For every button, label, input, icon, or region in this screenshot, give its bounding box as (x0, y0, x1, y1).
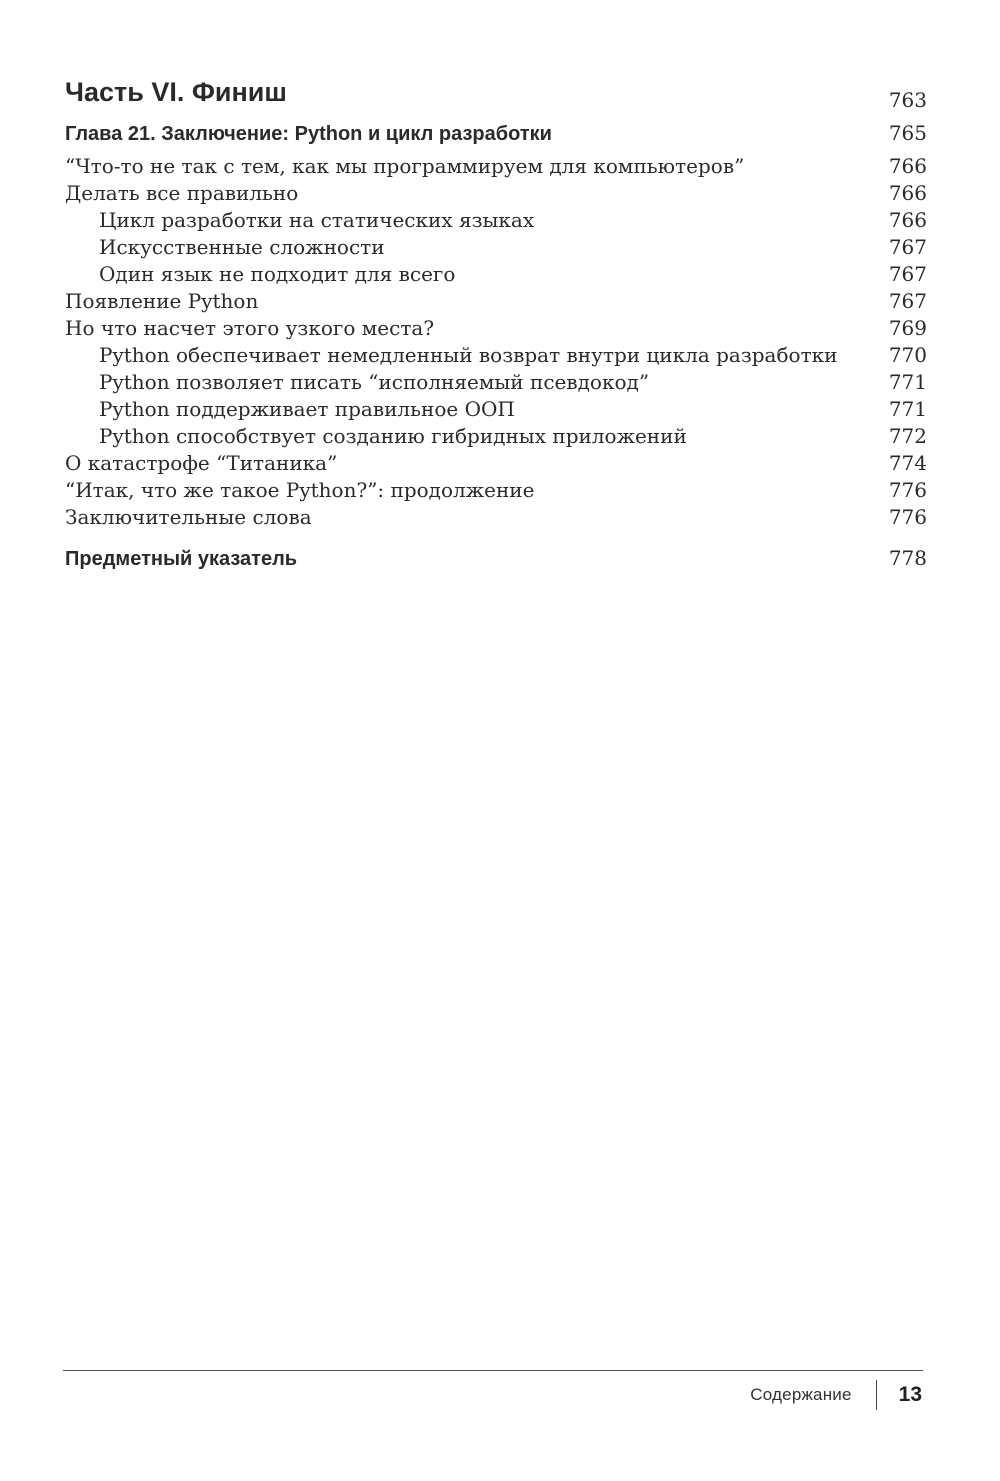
toc-entry-label: Появление Python (65, 289, 259, 313)
footer-divider-line (63, 1370, 923, 1371)
toc-subentry (65, 342, 927, 369)
toc-entry (65, 288, 927, 315)
toc-entry-label: Python способствует созданию гибридных приложений (99, 424, 687, 448)
toc-entry-page: 770 (888, 343, 927, 367)
toc-subentry (65, 207, 927, 234)
toc-entry-label: Заключительные слова (65, 505, 312, 529)
toc-subentry (65, 396, 927, 423)
toc-subentry (65, 261, 927, 288)
toc-entry-page: 771 (888, 397, 927, 421)
page-footer (750, 1379, 922, 1411)
toc-entry-label: Но что насчет этого узкого места? (65, 316, 435, 340)
toc-entry-page: 766 (888, 208, 927, 232)
toc-entry-label: Python обеспечивает немедленный возврат внутри цикла разработки (99, 343, 838, 367)
toc-entry-page: 767 (888, 235, 927, 259)
toc-entry (65, 504, 927, 531)
toc-entry-label: Один язык не подходит для всего (99, 262, 456, 286)
toc-entry (65, 477, 927, 504)
footer-vertical-rule (876, 1380, 877, 1410)
toc-entry-page: 769 (888, 316, 927, 340)
page-number: 13 (898, 1383, 922, 1406)
toc-entry-page: 767 (888, 289, 927, 313)
toc-entry-label: Искусственные сложности (99, 235, 385, 259)
toc-entry-label: “Что-то не так с тем, как мы программируем для компьютеров” (65, 154, 745, 178)
toc-index-heading (65, 541, 927, 576)
toc-entry-page: 771 (888, 370, 927, 394)
table-of-contents (65, 72, 927, 576)
toc-entry-label: “Итак, что же такое Python?”: продолжение (65, 478, 535, 502)
toc-entry-page: 772 (888, 424, 927, 448)
toc-entry (65, 180, 927, 207)
part-page-number: 763 (888, 88, 927, 112)
part-title: Часть VI. Финиш (65, 77, 287, 107)
toc-subentry (65, 234, 927, 261)
toc-entry-label: Python поддерживает правильное ООП (99, 397, 515, 421)
chapter-page-number: 765 (888, 121, 927, 145)
toc-entry (65, 450, 927, 477)
toc-entry-page: 776 (888, 478, 927, 502)
toc-chapter-heading (65, 116, 927, 151)
toc-entry-page: 776 (888, 505, 927, 529)
toc-entry (65, 153, 927, 180)
toc-entry-label: О катастрофе “Титаника” (65, 451, 338, 475)
running-footer-title: Содержание (750, 1385, 852, 1404)
toc-subentry (65, 369, 927, 396)
chapter-title: Глава 21. Заключение: Python и цикл разработки (65, 123, 552, 145)
toc-entry-page: 766 (888, 181, 927, 205)
toc-entry (65, 315, 927, 342)
toc-entry-label: Делать все правильно (65, 181, 299, 205)
toc-entry-page: 766 (888, 154, 927, 178)
toc-entry-page: 774 (888, 451, 927, 475)
index-page-number: 778 (888, 546, 927, 570)
toc-part-heading (65, 72, 927, 114)
index-title: Предметный указатель (65, 548, 298, 570)
toc-subentry (65, 423, 927, 450)
toc-entry-label: Цикл разработки на статических языках (99, 208, 535, 232)
toc-entry-label: Python позволяет писать “исполняемый псевдокод” (99, 370, 650, 394)
toc-entry-page: 767 (888, 262, 927, 286)
